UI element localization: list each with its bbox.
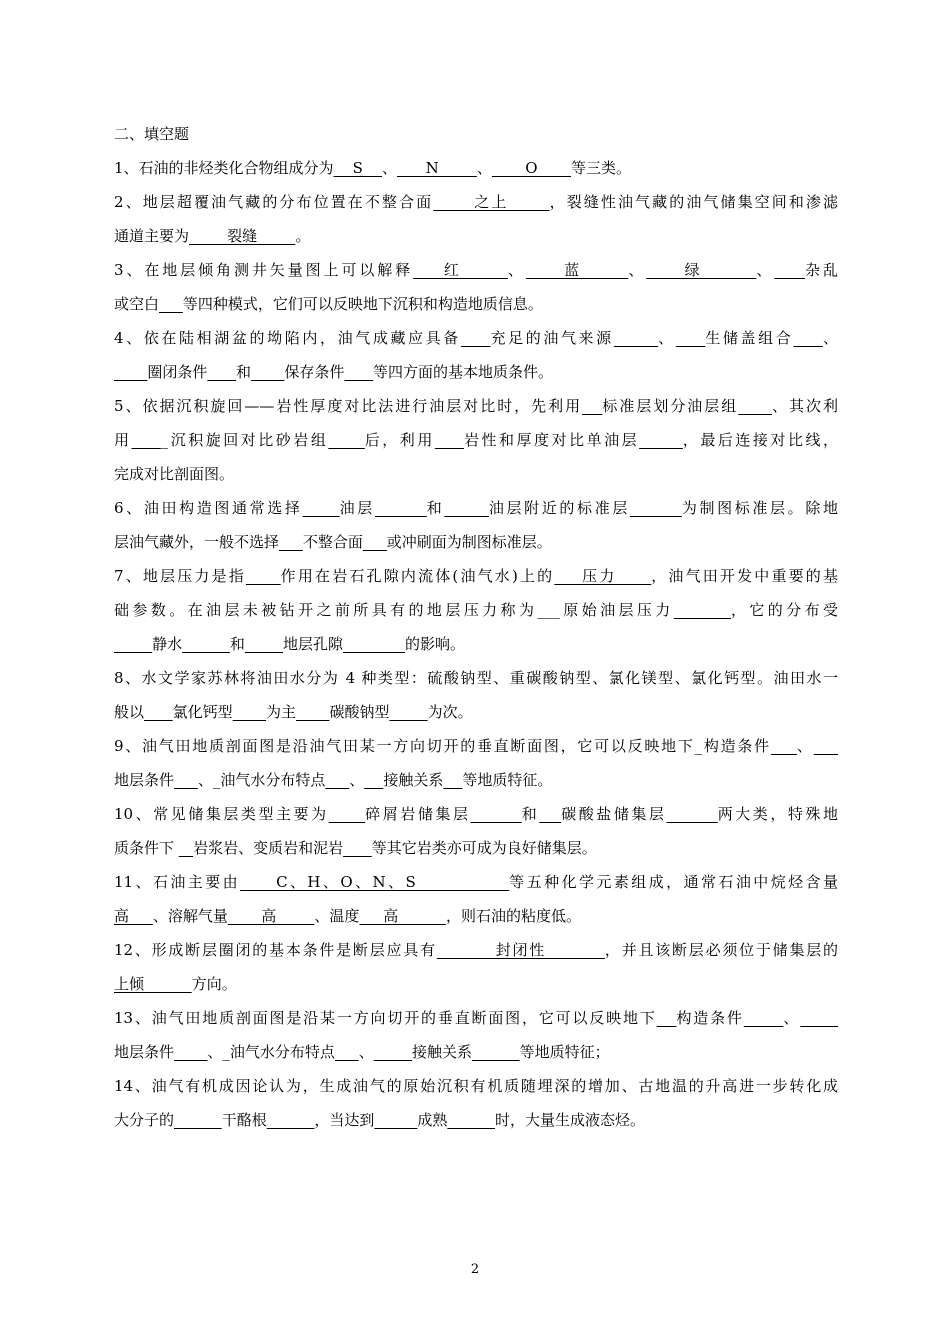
answer-blank: [630, 499, 682, 517]
question-text: 13、油气田地质剖面图是沿某一方向切开的垂直断面图，它可以反映地下: [114, 1009, 657, 1027]
answer-blank: [343, 635, 405, 653]
answer-blank: [159, 295, 183, 313]
answer-blank: [471, 805, 522, 823]
question-text: 10、常见储集层类型主要为: [114, 805, 329, 823]
question-text: 作用在岩石孔隙内流体(油气水)上的: [280, 567, 555, 585]
answer-blank: [114, 635, 152, 653]
question-q11: [114, 865, 838, 933]
question-text: 、: [756, 261, 775, 279]
question-line: [114, 831, 838, 865]
question-line: [114, 627, 838, 661]
answer-blank: [793, 329, 823, 347]
question-text: 生储盖组合: [705, 329, 794, 347]
question-q12: [114, 933, 838, 1001]
answer-blank: [343, 839, 372, 857]
answer-blank: [329, 805, 366, 823]
question-text: ，则石油的粘度低。: [445, 907, 581, 925]
question-text: 、: [658, 329, 676, 347]
section-heading: 二、填空题: [114, 125, 190, 143]
answer-blank: [114, 363, 147, 381]
question-text: ，裂缝性油气藏的油气储集空间和渗滤: [549, 193, 839, 211]
question-text: 等五种化学元素组成，通常石油中烷烃含量: [509, 873, 838, 891]
question-text: 层油气藏外，一般不选择: [114, 533, 280, 551]
answer-blank: [374, 1111, 417, 1129]
question-text: 、: [822, 329, 838, 347]
question-text: 、: [507, 261, 526, 279]
answer-blank: [774, 261, 805, 279]
answer-blank: [174, 771, 198, 789]
question-text: 碎屑岩储集层: [365, 805, 471, 823]
answer-blank: [435, 431, 464, 449]
question-text: 大分子的: [114, 1111, 175, 1129]
question-text: 干酪根: [221, 1111, 267, 1129]
question-text: 方向。: [191, 975, 237, 993]
question-text: 、_油气水分布特点: [207, 1043, 335, 1061]
answer-blank: 之上: [433, 193, 550, 211]
question-text: ，它的分布受: [730, 601, 838, 619]
answer-blank: [744, 1009, 784, 1027]
question-line: [114, 1035, 838, 1069]
question-text: 成熟: [417, 1111, 448, 1129]
question-text: 后，利用: [364, 431, 435, 449]
question-text: 保存条件: [284, 363, 345, 381]
question-line: [114, 1001, 838, 1035]
answer-blank: [639, 431, 683, 449]
question-line: [114, 695, 838, 729]
question-line: [114, 389, 838, 423]
answer-blank: [447, 1111, 495, 1129]
question-line: [114, 287, 838, 321]
answer-blank: C、H、O、N、S: [240, 873, 510, 891]
question-line: [114, 729, 838, 763]
answer-blank: [335, 1043, 359, 1061]
answer-blank: 封闭性: [436, 941, 605, 959]
answer-blank: [539, 805, 561, 823]
question-line: [114, 1103, 838, 1137]
question-text: 等其它岩类亦可成为良好储集层。: [371, 839, 597, 857]
question-text: 础参数。在油层未被钻开之前所具有的地层压力称为: [114, 601, 538, 619]
question-line: [114, 219, 838, 253]
question-text: 碳酸钠型: [329, 703, 390, 721]
question-text: 、: [783, 1009, 801, 1027]
question-q5: [114, 389, 838, 491]
answer-blank: [582, 397, 602, 415]
question-text: 圈闭条件: [147, 363, 208, 381]
question-text: 11、石油主要由: [114, 873, 241, 891]
question-line: [114, 967, 838, 1001]
answer-blank: [207, 363, 236, 381]
question-text: 碳酸盐储集层: [561, 805, 667, 823]
question-text: 、: [349, 771, 365, 789]
question-text: 、: [796, 737, 814, 755]
answer-blank: [676, 329, 706, 347]
question-line: [114, 491, 838, 525]
question-text: 通道主要为: [114, 227, 190, 245]
question-line: [114, 593, 838, 627]
question-line: [114, 321, 838, 355]
question-text: 岩性和厚度对比单油层: [463, 431, 640, 449]
answer-blank: [296, 703, 329, 721]
question-text: 标准层划分油层组: [602, 397, 739, 415]
question-text: 不整合面: [302, 533, 363, 551]
question-q10: [114, 797, 838, 865]
question-q2: [114, 185, 838, 253]
question-text: 6、油田构造图通常选择: [114, 499, 303, 517]
question-q3: [114, 253, 838, 321]
question-line: [114, 933, 838, 967]
answer-blank: [389, 703, 427, 721]
answer-blank: [325, 771, 349, 789]
answer-blank: [375, 499, 427, 517]
answer-blank: [444, 499, 488, 517]
question-text: 的影响。: [405, 635, 466, 653]
answer-blank: [364, 771, 383, 789]
question-text: 等四方面的基本地质条件。: [373, 363, 554, 381]
question-text: 或冲刷面为制图标准层。: [386, 533, 552, 551]
question-text: 时，大量生成液态烃。: [495, 1111, 646, 1129]
question-text: 等地质特征。: [462, 771, 553, 789]
question-text: 完成对比剖面图。: [114, 465, 235, 483]
question-text: 、其次利: [772, 397, 838, 415]
answer-blank: N: [396, 159, 477, 177]
answer-blank: [303, 499, 340, 517]
question-text: 接触关系: [383, 771, 444, 789]
question-text: 1、石油的非烃类化合物组成分为: [114, 159, 334, 177]
question-q14: [114, 1069, 838, 1137]
answer-blank: [344, 363, 373, 381]
answer-blank: [738, 397, 772, 415]
answer-blank: 高: [359, 907, 446, 925]
question-text: 或空白: [114, 295, 160, 313]
answer-blank: 红: [413, 261, 508, 279]
answer-blank: 高: [227, 907, 315, 925]
question-line: [114, 661, 838, 695]
question-text: 、_油气水分布特点: [197, 771, 326, 789]
question-q13: [114, 1001, 838, 1069]
question-text: 8、水文学家苏林将油田水分为 4 种类型：硫酸钠型、重碳酸钠型、氯化镁型、氯化钙型。油田水一: [114, 669, 838, 687]
question-text: 等地质特征；: [519, 1043, 610, 1061]
question-q7: [114, 559, 838, 661]
question-text: ，最后连接对比线，: [682, 431, 838, 449]
question-text: 为次。: [427, 703, 473, 721]
question-text: 14、油气有机成因论认为，生成油气的原始沉积有机质随埋深的增加、古地温的升高进一步转化成: [114, 1077, 838, 1095]
question-q1: [114, 151, 838, 185]
question-text: 等三类。: [570, 159, 631, 177]
question-line: [114, 797, 838, 831]
answer-blank: O: [491, 159, 571, 177]
question-text: 等四种模式，它们可以反映地下沉积和构造地质信息。: [182, 295, 543, 313]
question-text: 9、油气田地质剖面图是沿油气田某一方向切开的垂直断面图，它可以反映地下_构造条件: [114, 737, 771, 755]
answer-blank: [363, 533, 387, 551]
question-text: 为主: [266, 703, 297, 721]
answer-blank: [461, 329, 491, 347]
question-text: 两大类，特殊地: [717, 805, 838, 823]
answer-blank: [814, 737, 838, 755]
answer-blank: [251, 363, 284, 381]
question-q9: [114, 729, 838, 797]
question-text: 和: [521, 805, 540, 823]
question-text: ，并且该断层必须位于储集层的: [604, 941, 838, 959]
question-line: [114, 457, 838, 491]
question-line: [114, 525, 838, 559]
question-text: 氯化钙型: [172, 703, 233, 721]
answer-blank: 压力: [554, 567, 652, 585]
question-line: [114, 899, 838, 933]
answer-blank: [472, 1043, 520, 1061]
question-list: [114, 151, 838, 1137]
answer-blank: [674, 601, 731, 619]
question-text: 、温度: [314, 907, 360, 925]
answer-blank: [246, 567, 281, 585]
answer-blank: 裂缝: [189, 227, 296, 245]
question-text: _沉积旋回对比砂岩组: [160, 431, 329, 449]
answer-blank: [233, 703, 266, 721]
answer-blank: 上倾: [114, 975, 192, 993]
question-text: ___: [537, 601, 560, 619]
question-line: [114, 423, 838, 457]
question-text: 和: [236, 363, 252, 381]
question-text: 般以: [114, 703, 145, 721]
question-text: 油层: [339, 499, 375, 517]
question-text: 充足的油气来源: [490, 329, 614, 347]
question-text: 3、在地层倾角测井矢量图上可以解释: [114, 261, 414, 279]
question-text: 、: [381, 159, 397, 177]
question-q6: [114, 491, 838, 559]
answer-blank: [328, 431, 364, 449]
answer-blank: 蓝: [525, 261, 629, 279]
answer-blank: [443, 771, 462, 789]
question-text: 5、依据沉积旋回——岩性厚度对比法进行油层对比时，先利用: [114, 397, 583, 415]
question-text: ，当达到: [314, 1111, 375, 1129]
question-line: [114, 185, 838, 219]
question-line: [114, 355, 838, 389]
page-content: [114, 117, 838, 1137]
question-text: ，油气田开发中重要的基: [651, 567, 838, 585]
question-text: 岩浆岩、变质岩和泥岩: [193, 839, 344, 857]
question-text: 为制图标准层。除地: [681, 499, 838, 517]
question-text: 原始油层压力: [559, 601, 674, 619]
answer-blank: [374, 1043, 412, 1061]
question-line: [114, 763, 838, 797]
answer-blank: [132, 431, 161, 449]
answer-blank: [279, 533, 303, 551]
question-text: 油层附近的标准层: [488, 499, 630, 517]
question-text: 4、依在陆相湖盆的坳陷内，油气成藏应具备: [114, 329, 461, 347]
answer-blank: [179, 839, 193, 857]
question-text: 。: [295, 227, 311, 245]
answer-blank: [267, 1111, 315, 1129]
question-text: 质条件下: [114, 839, 179, 857]
question-text: 7、地层压力是指: [114, 567, 246, 585]
answer-blank: [182, 635, 230, 653]
answer-blank: 绿: [646, 261, 757, 279]
question-text: 杂乱: [805, 261, 838, 279]
question-text: 、溶解气量: [152, 907, 228, 925]
question-text: 、: [628, 261, 647, 279]
question-text: 地层条件: [114, 771, 175, 789]
question-text: 和: [229, 635, 245, 653]
answer-blank: S: [333, 159, 382, 177]
question-line: [114, 865, 838, 899]
answer-blank: 高: [114, 907, 153, 925]
answer-blank: [657, 1009, 677, 1027]
question-text: 12、形成断层圈闭的基本条件是断层应具有: [114, 941, 437, 959]
question-text: 地层条件: [114, 1043, 175, 1061]
page-number: 2: [470, 1262, 480, 1277]
answer-blank: [174, 1111, 222, 1129]
answer-blank: [144, 703, 173, 721]
question-text: 、: [358, 1043, 374, 1061]
question-text: 用: [114, 431, 132, 449]
question-text: 接触关系: [411, 1043, 472, 1061]
answer-blank: [666, 805, 717, 823]
answer-blank: [245, 635, 283, 653]
answer-blank: [174, 1043, 207, 1061]
question-text: 和: [426, 499, 445, 517]
question-q8: [114, 661, 838, 729]
question-line: [114, 559, 838, 593]
question-text: 2、地层超覆油气藏的分布位置在不整合面: [114, 193, 434, 211]
question-text: 地层孔隙: [283, 635, 344, 653]
question-line: [114, 253, 838, 287]
answer-blank: [800, 1009, 838, 1027]
question-line: [114, 151, 838, 185]
question-q4: [114, 321, 838, 389]
question-text: 静水: [152, 635, 183, 653]
question-text: 构造条件: [676, 1009, 744, 1027]
answer-blank: [614, 329, 658, 347]
question-text: 、: [476, 159, 492, 177]
answer-blank: [771, 737, 797, 755]
question-line: [114, 1069, 838, 1103]
